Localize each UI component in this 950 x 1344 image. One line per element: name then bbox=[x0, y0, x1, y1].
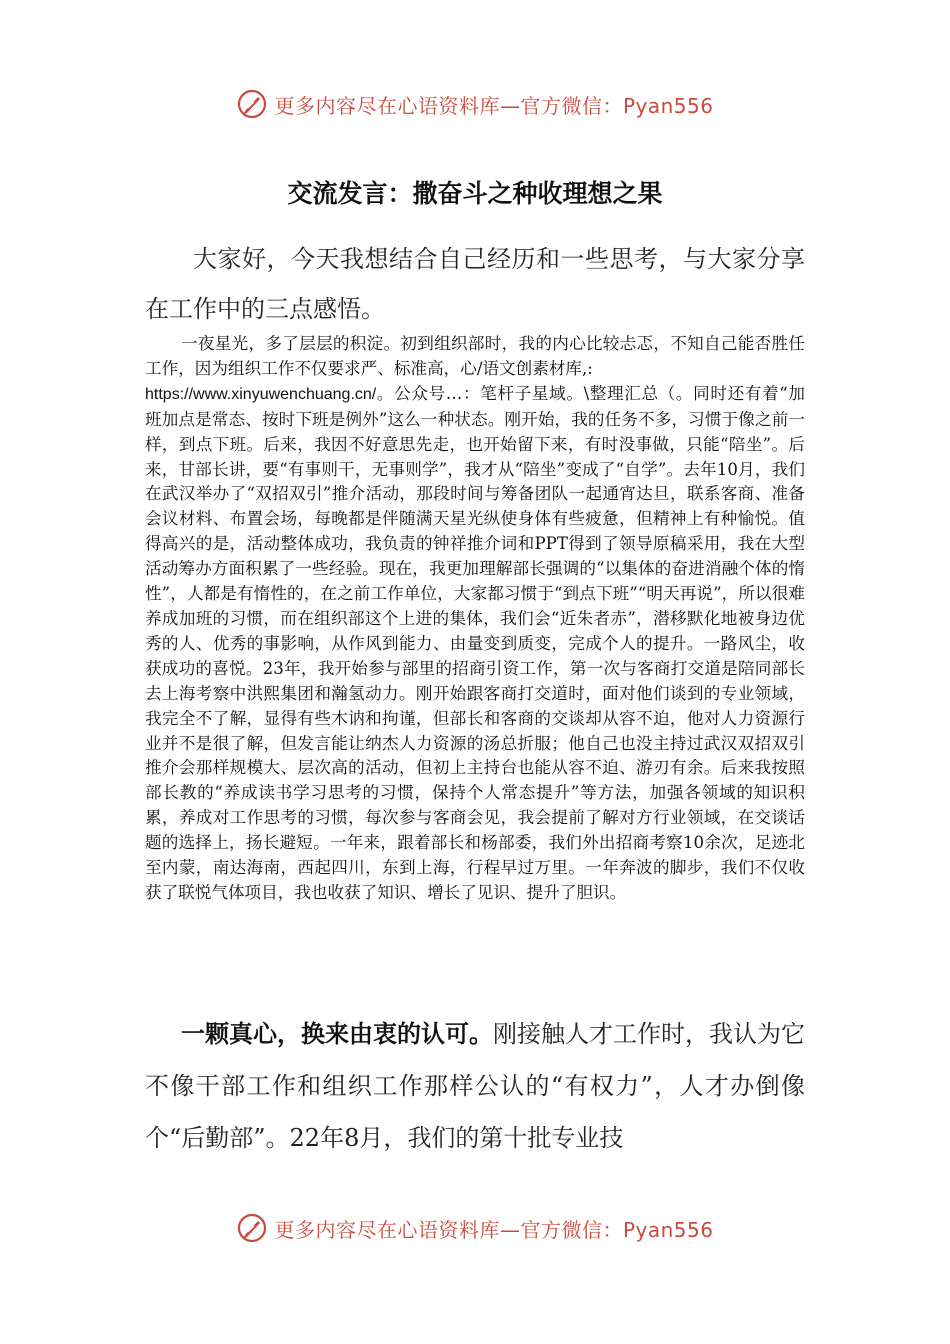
section-heading: 一颗真心，换来由衷的认可。 bbox=[181, 1019, 493, 1048]
footer-banner bbox=[0, 1206, 950, 1250]
document-title: 交流发言：撒奋斗之种收理想之果 bbox=[287, 179, 663, 208]
section-text: 刚接触人才工作时，我认为它不像干部工作和组织工作那样公认的“有权力”，人才办倒像个“后勤部”。22年8月，我们的第十批专业技 bbox=[145, 1020, 805, 1152]
header-banner-content bbox=[236, 88, 713, 120]
body-url: https://www.xinyuwenchuang.cn/ bbox=[145, 385, 377, 403]
header-banner bbox=[0, 82, 950, 126]
body-paragraph bbox=[145, 332, 805, 906]
body-text-part1: 一夜星光，多了层层的积淀。初到组织部时，我的内心比较忐忑，不知自己能否胜任工作，因为组织工作不仅要求严、标准高，心/语文创素材库,: bbox=[145, 334, 805, 378]
body-text-part2: 。公众号…：笔杆子星域。\整理汇总（。同时还有着“加班加点是常态、按时下班是例外”这么一种状态。刚开始，我的任务不多，习惯于像之前一样，到点下班。后来，我因不好意思先走，也开始留下来，有时没事做，只能“陪坐”。后来，甘部长讲，要“有事则干，无事则学”，我才从“陪坐”变成了“自学”。去年10月，我们在武汉举办了“双招双引”推介活动，那段时间与筹备团队一起通宵达旦，联系客商、准备会议材料、布置会场，每晚都是伴随满天星光纵使身体有些疲惫，但精神上有种愉悦。值得高兴的是，活动整体成功，我负责的钟祥推介词和PPT得到了领导原稿采用，我在大型活动筹办方面积累了一些经验。现在，我更加理解部长强调的“以集体的奋进消融个体的惰性”，人都是有惰性的，在之前工作单位，大家都习惯于“到点下班”“明天再说”，所以很难养成加班的习惯，而在组织部这个上进的集体，我们会“近朱者赤”，潜移默化地被身边优秀的人、优秀的事影响，从作风到能力、由量变到质变，完成个人的提升。一路风尘，收获成功的喜悦。23年，我开始参与部里的招商引资工作，第一次与客商打交道是陪同部长去上海考察中洪熙集团和瀚氢动力。刚开始跟客商打交道时，面对他们谈到的专业领域，我完全不了解，显得有些木讷和拘谨，但部长和客商的交谈却从容不迫，他对人力资源行业并不是很了解，但发言能让纳杰人力资源的汤总折服；他自己也没主持过武汉双招双引推介会那样规模大、层次高的活动，但初上主持台也能从容不迫、游刃有余。后来我按照部长教的“养成读书学习思考的习惯，保持个人常态提升”等方法，加强各领域的知识积累，养成对工作思考的习惯，每次参与客商会见，我会提前了解对方行业领域，在交谈话题的选择上，扬长避短。一年来，跟着部长和杨部委，我们外出招商考察10余次，足迹北至内蒙，南达海南，西起四川，东到上海，行程早过万里。一年奔波的脚步，我们不仅收获了联悦气体项目，我也收获了知识、增长了见识、提升了胆识。 bbox=[145, 383, 805, 902]
footer-banner-content bbox=[236, 1212, 713, 1244]
quill-pen-logo-icon bbox=[236, 88, 268, 120]
header-banner-text: 更多内容尽在心语资料库—官方微信：Pyan556 bbox=[274, 93, 714, 118]
intro-paragraph: 大家好，今天我想结合自己经历和一些思考，与大家分享在工作中的三点感悟。 bbox=[145, 245, 805, 323]
quill-pen-logo-icon bbox=[236, 1212, 268, 1244]
footer-banner-text: 更多内容尽在心语资料库—官方微信：Pyan556 bbox=[274, 1217, 714, 1242]
section-paragraph bbox=[145, 1008, 805, 1164]
